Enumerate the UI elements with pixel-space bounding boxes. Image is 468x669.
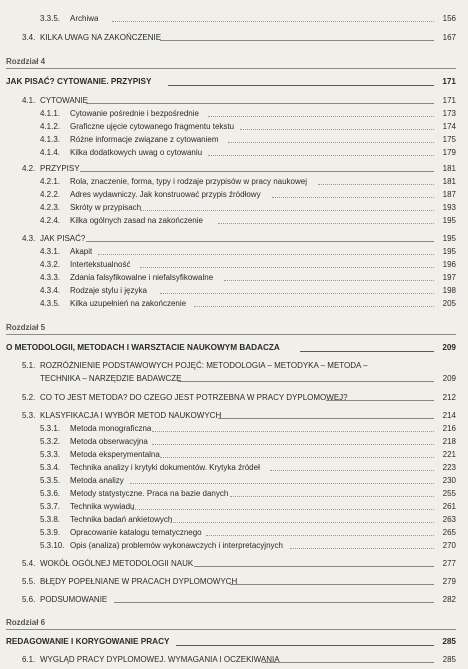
chapter-divider (6, 334, 456, 335)
dot-leader (152, 444, 434, 445)
entry-title: Adres wydawniczy. Jak konstruować przypis źródłowy (70, 190, 261, 199)
dot-leader (194, 566, 434, 567)
entry-number: 4.3.1. (40, 247, 61, 256)
dot-leader (318, 184, 434, 185)
toc-entry (0, 271, 468, 284)
entry-number: 4.1.3. (40, 135, 61, 144)
entry-title: CYTOWANIE (40, 96, 89, 105)
toc-section (0, 391, 468, 404)
toc-section (0, 653, 468, 666)
entry-title: Kilka ogólnych zasad na zakończenie (70, 216, 203, 225)
entry-page: 265 (442, 528, 456, 537)
entry-number: 4.1.4. (40, 148, 61, 157)
entry-number: 3.4. (22, 33, 36, 42)
entry-number: 4.1.1. (40, 109, 61, 118)
dot-leader (86, 241, 434, 242)
entry-page: 187 (442, 190, 456, 199)
entry-page: 270 (442, 541, 456, 550)
entry-page: 218 (442, 437, 456, 446)
dot-leader (262, 662, 434, 663)
toc-entry (0, 31, 468, 44)
entry-page: 263 (442, 515, 456, 524)
entry-number: 4.2. (22, 164, 36, 173)
entry-title: WOKÓŁ OGÓLNEJ METODOLOGII NAUK (40, 559, 194, 568)
entry-number: 5.3.8. (40, 515, 61, 524)
chapter-page: 209 (442, 343, 456, 352)
dot-leader (114, 602, 434, 603)
dot-leader (230, 584, 434, 585)
entry-title: Metoda analizy (70, 476, 124, 485)
entry-number: 5.5. (22, 577, 36, 586)
entry-title: Zdania falsyfikowalne i niefalsyfikowalne (70, 273, 214, 282)
dot-leader (272, 197, 434, 198)
dot-leader (168, 85, 434, 86)
entry-title: PODSUMOWANIE (40, 595, 108, 604)
entry-title: BŁĘDY POPEŁNIANE W PRACACH DYPLOMOWYCH (40, 577, 238, 586)
entry-page: 223 (442, 463, 456, 472)
dot-leader (130, 483, 434, 484)
toc-entry (0, 146, 468, 159)
entry-title: Graficzne ujęcie cytowanego fragmentu tekstu (70, 122, 235, 131)
dot-leader (240, 129, 434, 130)
dot-leader (178, 381, 434, 382)
toc-entry (0, 448, 468, 461)
entry-number: 5.3.1. (40, 424, 61, 433)
dot-leader (218, 418, 434, 419)
entry-page: 197 (442, 273, 456, 282)
toc-entry (0, 12, 468, 25)
entry-title: TECHNIKA – NARZĘDZIE BADAWCZE (40, 374, 182, 383)
chapter-title: REDAGOWANIE I KORYGOWANIE PRACY (6, 637, 170, 646)
dot-leader (206, 535, 434, 536)
dot-leader (160, 40, 434, 41)
entry-title: Metody statystyczne. Praca na bazie danych (70, 489, 229, 498)
dot-leader (228, 142, 434, 143)
chapter-title: JAK PISAĆ? CYTOWANIE. PRZYPISY (6, 77, 152, 86)
toc-entry (0, 245, 468, 258)
entry-title: KLASYFIKACJA I WYBÓR METOD NAUKOWYCH (40, 411, 222, 420)
entry-title: CO TO JEST METODA? DO CZEGO JEST POTRZEBNA W PRACY DYPLOMOWEJ? (40, 393, 348, 402)
toc-entry (0, 513, 468, 526)
entry-title: Technika wywiadu (70, 502, 135, 511)
toc-section (0, 575, 468, 588)
chapter-label: Rozdział 5 (6, 323, 46, 332)
entry-title: Technika analizy i krytyki dokumentów. Krytyka źródeł (70, 463, 260, 472)
entry-title: KILKA UWAG NA ZAKOŃCZENIE (40, 33, 162, 42)
entry-page: 209 (442, 374, 456, 383)
entry-number: 5.3. (22, 411, 36, 420)
entry-number: 4.3.5. (40, 299, 61, 308)
dot-leader (326, 400, 434, 401)
dot-leader (140, 267, 434, 268)
entry-page: 175 (442, 135, 456, 144)
entry-title: Rola, znaczenie, forma, typy i rodzaje przypisów w pracy naukowej (70, 177, 307, 186)
entry-page: 198 (442, 286, 456, 295)
toc-section (0, 409, 468, 422)
entry-page: 196 (442, 260, 456, 269)
toc-entry (0, 133, 468, 146)
chapter-heading (0, 341, 468, 354)
dot-leader (176, 645, 434, 646)
dot-leader (160, 293, 434, 294)
dot-leader (160, 457, 434, 458)
entry-page: 221 (442, 450, 456, 459)
entry-title: Metoda eksperymentalna (70, 450, 160, 459)
entry-number: 5.3.10. (40, 541, 65, 550)
dot-leader (86, 103, 434, 104)
entry-page: 179 (442, 148, 456, 157)
toc-entry (0, 526, 468, 539)
entry-page: 156 (442, 14, 456, 23)
toc-entry (0, 461, 468, 474)
toc-entry (0, 297, 468, 310)
entry-title: Akapit (70, 247, 93, 256)
entry-page: 205 (442, 299, 456, 308)
dot-leader (132, 509, 434, 510)
chapter-label: Rozdział 6 (6, 618, 46, 627)
entry-page: 214 (442, 411, 456, 420)
entry-number: 3.3.5. (40, 14, 61, 23)
entry-page: 167 (442, 33, 456, 42)
entry-number: 4.2.1. (40, 177, 61, 186)
entry-page: 181 (442, 164, 456, 173)
entry-number: 5.1. (22, 361, 36, 370)
toc-section (0, 593, 468, 606)
entry-page: 181 (442, 177, 456, 186)
entry-number: 5.3.9. (40, 528, 61, 537)
entry-title: JAK PISAĆ? (40, 234, 86, 243)
dot-leader (224, 280, 434, 281)
entry-number: 5.4. (22, 559, 36, 568)
entry-title: Kilka uzupełnień na zakończenie (70, 299, 187, 308)
entry-number: 5.3.6. (40, 489, 61, 498)
entry-title: Metoda monograficzna (70, 424, 152, 433)
entry-number: 4.1. (22, 96, 36, 105)
entry-title: Metoda obserwacyjna (70, 437, 148, 446)
toc-entry (0, 500, 468, 513)
entry-number: 5.2. (22, 393, 36, 402)
entry-title: Opracowanie katalogu tematycznego (70, 528, 202, 537)
toc-entry (0, 201, 468, 214)
dot-leader (290, 548, 434, 549)
toc-entry (0, 487, 468, 500)
chapter-divider (6, 629, 456, 630)
entry-page: 174 (442, 122, 456, 131)
entry-page: 277 (442, 559, 456, 568)
dot-leader (218, 223, 434, 224)
dot-leader (230, 496, 434, 497)
chapter-page: 285 (442, 637, 456, 646)
toc-entry (0, 422, 468, 435)
dot-leader (170, 522, 434, 523)
dot-leader (98, 254, 434, 255)
entry-number: 4.1.2. (40, 122, 61, 131)
entry-number: 4.3. (22, 234, 36, 243)
entry-title: Rodzaje stylu i języka (70, 286, 147, 295)
dot-leader (152, 431, 434, 432)
dot-leader (208, 116, 434, 117)
entry-number: 5.3.3. (40, 450, 61, 459)
entry-page: 282 (442, 595, 456, 604)
toc-entry (0, 214, 468, 227)
entry-title: Archiwa (70, 14, 99, 23)
entry-number: 4.3.3. (40, 273, 61, 282)
dot-leader (300, 351, 434, 352)
entry-title: ROZRÓŻNIENIE PODSTAWOWYCH POJĘĆ: METODOLOGIA – METODYKA – METODA – (40, 361, 368, 370)
toc-entry (0, 258, 468, 271)
entry-number: 5.3.4. (40, 463, 61, 472)
toc-entry (0, 107, 468, 120)
entry-page: 195 (442, 247, 456, 256)
entry-number: 4.3.2. (40, 260, 61, 269)
toc-section (0, 94, 468, 107)
entry-title: Kilka dodatkowych uwag o cytowaniu (70, 148, 203, 157)
entry-title: Intertekstualność (70, 260, 131, 269)
dot-leader (194, 306, 434, 307)
toc-section (0, 162, 468, 175)
toc-entry (0, 284, 468, 297)
chapter-divider (6, 68, 456, 69)
toc-entry (0, 120, 468, 133)
entry-page: 193 (442, 203, 456, 212)
entry-title: Cytowanie pośrednie i bezpośrednie (70, 109, 199, 118)
entry-page: 173 (442, 109, 456, 118)
toc-section (0, 232, 468, 245)
entry-number: 6.1. (22, 655, 36, 664)
entry-page: 255 (442, 489, 456, 498)
toc-entry (0, 188, 468, 201)
entry-page: 230 (442, 476, 456, 485)
toc-entry (0, 474, 468, 487)
entry-number: 5.6. (22, 595, 36, 604)
entry-number: 5.3.5. (40, 476, 61, 485)
chapter-label: Rozdział 4 (6, 57, 46, 66)
chapter-heading (0, 635, 468, 648)
entry-number: 4.3.4. (40, 286, 61, 295)
dot-leader (112, 21, 434, 22)
entry-title: Technika badań ankietowych (70, 515, 173, 524)
entry-page: 261 (442, 502, 456, 511)
entry-page: 285 (442, 655, 456, 664)
dot-leader (208, 155, 434, 156)
chapter-heading (0, 75, 468, 88)
entry-page: 195 (442, 234, 456, 243)
entry-page: 216 (442, 424, 456, 433)
dot-leader (270, 470, 434, 471)
entry-number: 5.3.2. (40, 437, 61, 446)
entry-number: 5.3.7. (40, 502, 61, 511)
dot-leader (80, 171, 434, 172)
toc-entry (0, 435, 468, 448)
chapter-title: O METODOLOGII, METODACH I WARSZTACIE NAUKOWYM BADACZA (6, 343, 280, 352)
dot-leader (140, 210, 434, 211)
entry-page: 279 (442, 577, 456, 586)
entry-title: Różne informacje związane z cytowaniem (70, 135, 219, 144)
toc-section (0, 557, 468, 570)
entry-page: 171 (442, 96, 456, 105)
entry-title: Opis (analiza) problemów wykonawczych i interpretacyjnych (70, 541, 283, 550)
entry-title: PRZYPISY (40, 164, 80, 173)
chapter-page: 171 (442, 77, 456, 86)
toc-section (0, 359, 468, 372)
entry-title: WYGLĄD PRACY DYPLOMOWEJ. WYMAGANIA I OCZEKIWANIA (40, 655, 280, 664)
entry-title: Skróty w przypisach (70, 203, 142, 212)
toc-entry (0, 539, 468, 552)
entry-page: 195 (442, 216, 456, 225)
entry-number: 4.2.4. (40, 216, 61, 225)
entry-number: 4.2.3. (40, 203, 61, 212)
entry-page: 212 (442, 393, 456, 402)
entry-number: 4.2.2. (40, 190, 61, 199)
toc-section-continuation (0, 372, 468, 385)
toc-entry (0, 175, 468, 188)
